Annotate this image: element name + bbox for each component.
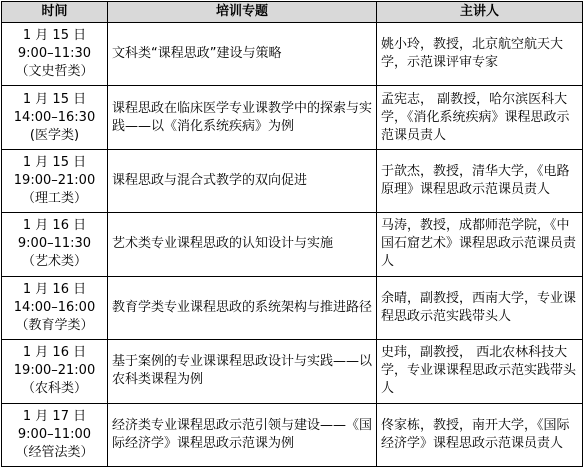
session-date: 1 月 15 日 — [22, 91, 87, 107]
speaker-cell: 佟家栋，教授，南开大学，《国际经济学》课程思政示范课员责人 — [377, 403, 583, 466]
table-row — [2, 86, 583, 149]
session-category: （文史哲类） — [15, 64, 94, 80]
session-time: 9:00–11:30 — [17, 46, 92, 62]
session-category: （艺术类） — [21, 254, 87, 270]
column-header-topic: 培训专题 — [108, 2, 377, 23]
session-date: 1 月 16 日 — [22, 281, 87, 297]
time-cell — [2, 86, 108, 149]
topic-cell: 教育学类专业课程思政的系统架构与推进路径 — [108, 276, 377, 339]
table-header-row — [2, 2, 583, 23]
session-time: 19:00–21:00 — [13, 173, 96, 189]
time-cell — [2, 403, 108, 466]
speaker-cell: 马涛，教授，成都师范学院，《中国石窟艺术》课程思政示范课员责人 — [377, 213, 583, 276]
session-category: （理工类） — [21, 191, 87, 207]
topic-cell: 课程思政与混合式教学的双向促进 — [108, 149, 377, 212]
time-cell — [2, 276, 108, 339]
topic-cell: 艺术类专业课程思政的认知设计与实施 — [108, 213, 377, 276]
session-time: 14:00–16:00 — [13, 299, 96, 315]
session-time: 9:00–11:00 — [17, 426, 92, 442]
table-row — [2, 340, 583, 403]
speaker-cell: 姚小玲，教授，北京航空航天大学，示范课评审专家 — [377, 23, 583, 86]
table-row — [2, 276, 583, 339]
time-cell — [2, 149, 108, 212]
table-row — [2, 149, 583, 212]
session-category: （经管法类） — [15, 444, 94, 460]
topic-cell: 课程思政在临床医学专业课教学中的探索与实践——以《消化系统疾病》为例 — [108, 86, 377, 149]
session-category: （农科类） — [21, 381, 87, 397]
session-date: 1 月 16 日 — [22, 345, 87, 361]
speaker-cell: 孟宪志， 副教授，哈尔滨医科大学，《消化系统疾病》课程思政示范课员责人 — [377, 86, 583, 149]
topic-cell: 基于案例的专业课课程思政设计与实践——以农科类课程为例 — [108, 340, 377, 403]
time-cell — [2, 213, 108, 276]
session-date: 1 月 16 日 — [22, 218, 87, 234]
topic-cell: 经济类专业课程思政示范引领与建设——《国际经济学》课程思政示范课为例 — [108, 403, 377, 466]
table-row — [2, 23, 583, 86]
training-schedule-table — [1, 1, 583, 467]
topic-cell: 文科类“课程思政”建设与策略 — [108, 23, 377, 86]
table-row — [2, 403, 583, 466]
session-time: 19:00–21:00 — [13, 363, 96, 379]
column-header-speaker: 主讲人 — [377, 2, 583, 23]
time-cell — [2, 340, 108, 403]
session-category: (医学类) — [29, 127, 80, 143]
session-time: 9:00–11:30 — [17, 236, 92, 252]
session-date: 1 月 15 日 — [22, 28, 87, 44]
session-date: 1 月 17 日 — [22, 408, 87, 424]
speaker-cell: 史玮，副教授， 西北农林科技大学，专业课课程思政示范实践带头人 — [377, 340, 583, 403]
session-category: （教育学类） — [15, 317, 94, 333]
speaker-cell: 余晴，副教授，西南大学，专业课程思政示范实践带头人 — [377, 276, 583, 339]
column-header-time: 时间 — [2, 2, 108, 23]
session-date: 1 月 15 日 — [22, 155, 87, 171]
speaker-cell: 于歆杰，教授，清华大学，《电路原理》课程思政示范课员责人 — [377, 149, 583, 212]
time-cell — [2, 23, 108, 86]
session-time: 14:00–16:30 — [13, 109, 96, 125]
table-row — [2, 213, 583, 276]
